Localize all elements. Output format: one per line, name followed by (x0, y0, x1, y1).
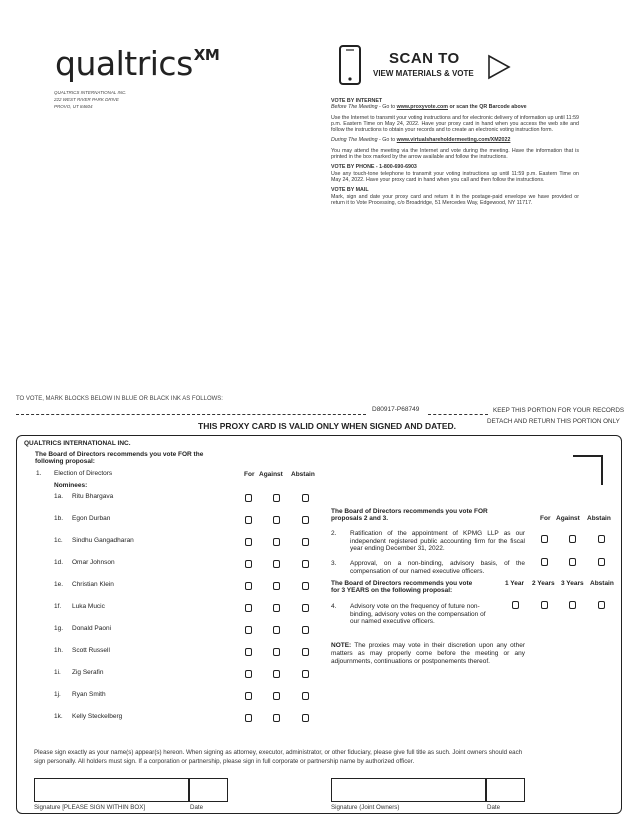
col-against: Against (259, 471, 283, 478)
nominee-number: 1g. (54, 625, 64, 632)
nominee-against-checkbox[interactable] (273, 604, 280, 612)
cut-line-mid (428, 414, 488, 415)
voting-instructions: VOTE BY INTERNET Before The Meeting - Go to www.proxyvote.com or scan the QR Barcode above Use the Internet to transmit your voting instructions and for electronic delivery of information up until 11:59 p.m. Eastern Time on May 24, 2022. Have your proxy card in hand when you access the web site and follow the instructions to obtain your records and to create an electronic voting instruction form. During The Meeting - Go to www.virtualshareholdermeeting.com/XM2022 You may attend the meeting via the Internet and vote during the meeting. Have the information that is printed in the box marked by the arrow available and follow the instructions. VOTE BY PHONE - 1-800-690-6903 Use any touch-tone telephone to transmit your voting instructions up until 11:59 p.m. Eastern Time on May 24, 2022. Have your proxy card in hand when you call and then follow the instructions. VOTE BY MAIL Mark, sign and date your proxy card and return it in the postage-paid envelope we have provided or return it to Vote Processing, c/o Broadridge, 51 Mercedes Way, Edgewood, NY 11717. (331, 98, 579, 206)
corner-mark (573, 455, 603, 485)
nominee-number: 1j. (54, 691, 61, 698)
board-rec-2: The Board of Directors recommends you vote FOR proposals 2 and 3. (331, 508, 488, 522)
company-address: QUALTRICS INTERNATIONAL INC. 222 WEST RIVER PARK DRIVE PROVO, UT 84604 (54, 90, 127, 109)
p3-for-checkbox[interactable] (541, 558, 548, 566)
col-for-2: For (540, 515, 551, 522)
nominee-name: Sindhu Gangadharan (72, 537, 134, 544)
joint-signature-box[interactable] (331, 778, 486, 802)
nominee-name: Zig Serafin (72, 669, 104, 676)
nominee-for-checkbox[interactable] (245, 560, 252, 568)
p4-abstain-checkbox[interactable] (598, 601, 605, 609)
scan-subtitle: VIEW MATERIALS & VOTE (373, 69, 474, 78)
control-number: D80917-P68749 (372, 406, 420, 413)
nominee-for-checkbox[interactable] (245, 494, 252, 502)
nominee-for-checkbox[interactable] (245, 670, 252, 678)
nominee-number: 1e. (54, 581, 64, 588)
item1-label: Election of Directors (54, 470, 113, 477)
board-rec-3: The Board of Directors recommends you vote for 3 YEARS on the following proposal: (331, 580, 473, 594)
nominee-number: 1b. (54, 515, 64, 522)
joint-signature-label: Signature (Joint Owners) (331, 804, 400, 811)
nominee-for-checkbox[interactable] (245, 604, 252, 612)
keep-note: KEEP THIS PORTION FOR YOUR RECORDS (493, 407, 625, 414)
sign-instructions: Please sign exactly as your name(s) appear(s) hereon. When signing as attorney, executor, administrator, or other fiduciary, please give full title as such. Joint owners should each sign personally. All holders must sign. If a corporation or partnership, please sign in full corporate or partnership name by authorized officer. (34, 749, 523, 765)
valid-note: THIS PROXY CARD IS VALID ONLY WHEN SIGNED AND DATED. (198, 421, 457, 431)
nominee-abstain-checkbox[interactable] (302, 714, 309, 722)
nominee-name: Donald Paoni (72, 625, 112, 632)
qualtrics-logo: qualtrics$^{XM}$ (55, 44, 220, 83)
nominee-against-checkbox[interactable] (273, 538, 280, 546)
p3-text: Approval, on a non-binding, advisory basis, of the compensation of our named executive officers. (350, 560, 525, 575)
p4-1-year-checkbox[interactable] (512, 601, 519, 609)
nominee-number: 1h. (54, 647, 64, 654)
proxyvote-link[interactable]: www.proxyvote.com (396, 104, 448, 111)
nominee-for-checkbox[interactable] (245, 714, 252, 722)
nominee-against-checkbox[interactable] (273, 692, 280, 700)
nominee-abstain-checkbox[interactable] (302, 494, 309, 502)
date-box[interactable] (189, 778, 228, 802)
nominee-number: 1d. (54, 559, 64, 566)
nominee-against-checkbox[interactable] (273, 648, 280, 656)
nominee-against-checkbox[interactable] (273, 582, 280, 590)
signature-label: Signature [PLEASE SIGN WITHIN BOX] (34, 804, 146, 811)
nominees-label: Nominees: (54, 482, 88, 489)
nominee-abstain-checkbox[interactable] (302, 670, 309, 678)
phone-heading: VOTE BY PHONE - 1-800-690-6903 (331, 164, 417, 171)
nominee-for-checkbox[interactable] (245, 516, 252, 524)
nominee-number: 1k. (54, 713, 63, 720)
nominee-against-checkbox[interactable] (273, 714, 280, 722)
col-2-years: 2 Years (532, 580, 555, 587)
cut-line-left (16, 414, 366, 415)
internet-text: Use the Internet to transmit your voting instructions and for electronic delivery of information up until 11:59 p.m. Eastern Time on May 24, 2022. Have your proxy card in hand when you access the web site and follow the instructions to obtain your records and to create an electronic voting instruction form. (331, 114, 579, 134)
p3-abstain-checkbox[interactable] (598, 558, 605, 566)
nominee-abstain-checkbox[interactable] (302, 626, 309, 634)
p2-against-checkbox[interactable] (569, 535, 576, 543)
scan-title: SCAN TO (389, 50, 460, 67)
col-abstain-2: Abstain (587, 515, 611, 522)
nominee-abstain-checkbox[interactable] (302, 604, 309, 612)
p4-num: 4. (331, 603, 337, 610)
p2-abstain-checkbox[interactable] (598, 535, 605, 543)
nominee-abstain-checkbox[interactable] (302, 560, 309, 568)
date-label: Date (190, 804, 204, 811)
nominee-for-checkbox[interactable] (245, 538, 252, 546)
board-rec-1: The Board of Directors recommends you vote FOR the following proposal: (35, 451, 204, 465)
nominee-abstain-checkbox[interactable] (302, 582, 309, 590)
mail-text: Mark, sign and date your proxy card and return it in the postage-paid envelope we have provided or return it to Vote Processing, c/o Broadridge, 51 Mercedes Way, Edgewood, NY 11717. (331, 193, 579, 206)
item1-num: 1. (36, 470, 42, 477)
note: NOTE: The proxies may vote in their discretion upon any other matters as may properly come before the meeting or any adjournments, continuations or postponements thereof. (331, 642, 525, 665)
nominee-number: 1a. (54, 493, 64, 500)
nominee-against-checkbox[interactable] (273, 626, 280, 634)
nominee-for-checkbox[interactable] (245, 626, 252, 634)
col-against-2: Against (556, 515, 580, 522)
nominee-against-checkbox[interactable] (273, 670, 280, 678)
detach-note: DETACH AND RETURN THIS PORTION ONLY (487, 418, 620, 425)
joint-date-box[interactable] (486, 778, 525, 802)
nominee-number: 1c. (54, 537, 63, 544)
internet-heading: VOTE BY INTERNET (331, 98, 383, 104)
col-1-year: 1 Year (505, 580, 525, 587)
phone-text: Use any touch-tone telephone to transmit your voting instructions up until 11:59 p.m. Eastern Time on May 24, 2022. Have your proxy card in hand when you call and then follow the instructions. (331, 170, 579, 183)
nominee-against-checkbox[interactable] (273, 494, 280, 502)
card-company: QUALTRICS INTERNATIONAL INC. (24, 440, 131, 447)
nominee-against-checkbox[interactable] (273, 516, 280, 524)
nominee-for-checkbox[interactable] (245, 582, 252, 590)
col-abstain: Abstain (291, 471, 315, 478)
p2-for-checkbox[interactable] (541, 535, 548, 543)
nominee-abstain-checkbox[interactable] (302, 648, 309, 656)
nominee-number: 1i. (54, 669, 61, 676)
scan-banner (337, 44, 567, 88)
nominee-name: Luka Mucic (72, 603, 105, 610)
play-arrow-icon (487, 54, 517, 84)
nominee-for-checkbox[interactable] (245, 692, 252, 700)
during-text: You may attend the meeting via the Internet and vote during the meeting. Have the information that is printed in the box marked by the arrow available and follow the instructions. (331, 147, 579, 161)
p3-against-checkbox[interactable] (569, 558, 576, 566)
col-for: For (244, 471, 255, 478)
joint-date-label: Date (487, 804, 501, 811)
p4-3-years-checkbox[interactable] (569, 601, 576, 609)
nominee-name: Scott Russell (72, 647, 110, 654)
meeting-link[interactable]: www.virtualshareholdermeeting.com/XM2022 (396, 137, 511, 144)
p3-num: 3. (331, 560, 337, 567)
nominee-abstain-checkbox[interactable] (302, 692, 309, 700)
nominee-name: Egon Durban (72, 515, 111, 522)
nominee-for-checkbox[interactable] (245, 648, 252, 656)
p2-text: Ratification of the appointment of KPMG LLP as our independent registered public accounting firm for the fiscal year ending December 31, 2022. (350, 530, 525, 553)
nominee-abstain-checkbox[interactable] (302, 516, 309, 524)
nominee-name: Ritu Bhargava (72, 493, 114, 500)
col-abstain-3: Abstain (590, 580, 614, 587)
nominee-name: Omar Johnson (72, 559, 115, 566)
ink-note: TO VOTE, MARK BLOCKS BELOW IN BLUE OR BLACK INK AS FOLLOWS: (16, 396, 223, 402)
nominee-name: Kelly Steckelberg (72, 713, 123, 720)
nominee-against-checkbox[interactable] (273, 560, 280, 568)
p4-2-years-checkbox[interactable] (541, 601, 548, 609)
nominee-name: Christian Klein (72, 581, 114, 588)
p4-text: Advisory vote on the frequency of future non-binding, advisory votes on the compensation of our named executive officers. (350, 603, 486, 626)
nominee-abstain-checkbox[interactable] (302, 538, 309, 546)
nominee-name: Ryan Smith (72, 691, 106, 698)
p2-num: 2. (331, 530, 337, 537)
nominee-number: 1f. (54, 603, 62, 610)
signature-box[interactable] (34, 778, 189, 802)
col-3-years: 3 Years (561, 580, 584, 587)
mail-heading: VOTE BY MAIL (331, 187, 369, 194)
